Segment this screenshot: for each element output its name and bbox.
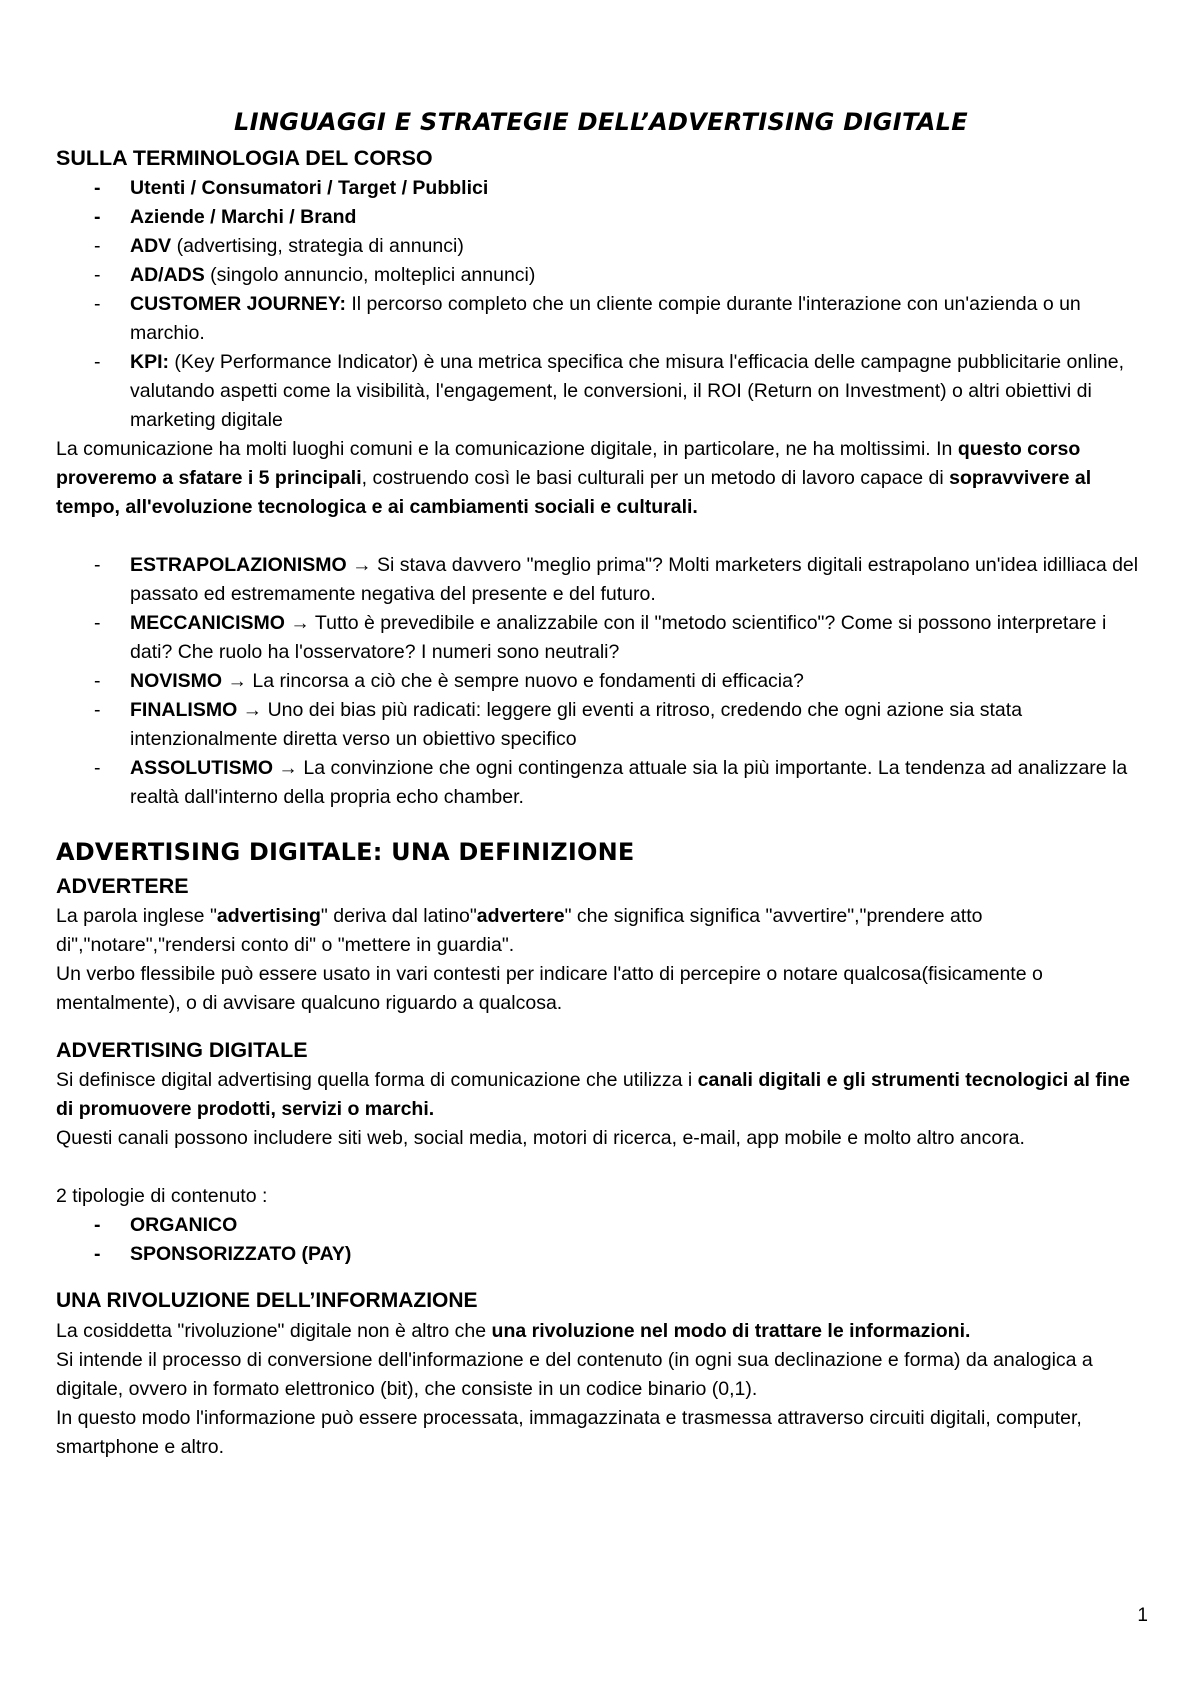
spacer xyxy=(56,522,1146,551)
spacer xyxy=(56,812,1146,834)
terminology-heading: SULLA TERMINOLOGIA DEL CORSO xyxy=(56,146,433,170)
list-item xyxy=(56,696,1146,754)
list-item xyxy=(56,754,1146,812)
bold-run: advertising xyxy=(216,905,321,927)
document-page xyxy=(56,104,1146,1462)
term-label: KPI: xyxy=(130,351,169,373)
myth-description: → La rincorsa a ciò che è sempre nuovo e fondamenti di efficacia? xyxy=(222,670,804,692)
list-item xyxy=(56,1211,1146,1240)
text-run: , costruendo così le basi culturali per un metodo di lavoro capace di xyxy=(361,467,950,489)
term-description: (advertising, strategia di annunci) xyxy=(171,235,464,257)
text-run: La cosiddetta "rivoluzione" digitale non è altro che xyxy=(56,1320,492,1342)
bold-run: una rivoluzione nel modo di trattare le informazioni. xyxy=(491,1320,971,1342)
terminology-list-continued xyxy=(56,232,1146,435)
spacer xyxy=(56,1153,1146,1182)
content-types-intro: 2 tipologie di contenuto : xyxy=(56,1185,268,1207)
digital-advertising-heading: ADVERTISING DIGITALE xyxy=(56,1038,308,1062)
page-number: 1 xyxy=(1137,1605,1148,1626)
myth-description: → Si stava davvero "meglio prima"? Molti marketers digitali estrapolano un'idea idilliaca del passato ed estremamente negativa del presente e del futuro. xyxy=(130,554,1139,605)
myths-list xyxy=(56,551,1146,812)
list-item xyxy=(56,174,1146,203)
bold-run: canali digitali e gli strumenti tecnologici al fine di promuovere prodotti, servizi o marchi. xyxy=(56,1069,1131,1120)
terminology-list xyxy=(56,174,1146,232)
myth-label: ESTRAPOLAZIONISMO xyxy=(130,554,347,576)
myth-label: MECCANICISMO xyxy=(130,612,285,634)
term-label: AD/ADS xyxy=(130,264,205,286)
revolution-paragraph-3: In questo modo l'informazione può essere processata, immagazzinata e trasmessa attraverso circuiti digitali, computer, smartphone e altro. xyxy=(56,1407,1082,1458)
advertere-heading: ADVERTERE xyxy=(56,874,189,898)
text-run: " che significa significa "avvertire","prendere atto di","notare","rendersi conto di" o "mettere in guardia". xyxy=(56,905,983,956)
bold-run: advertere xyxy=(476,905,565,927)
term-label: ADV xyxy=(130,235,172,257)
advertere-paragraph-2: Un verbo flessibile può essere usato in vari contesti per indicare l'atto di percepire o notare qualcosa(fisicamente o mentalmente), o di avvisare qualcuno riguardo a qualcosa. xyxy=(56,963,1043,1014)
bold-run: sopravvivere al tempo, all'evoluzione tecnologica e ai cambiamenti sociali e culturali. xyxy=(56,467,1092,518)
myth-label: NOVISMO xyxy=(130,670,223,692)
advertere-paragraph xyxy=(56,902,1146,960)
revolution-paragraph-2: Si intende il processo di conversione dell'informazione e del contenuto (in ogni sua declinazione e forma) da analogica a digitale, ovvero in formato elettronico (bit), che consiste in un codice binario (0,1). xyxy=(56,1349,1093,1400)
list-item xyxy=(56,348,1146,435)
myth-label: ASSOLUTISMO xyxy=(130,757,274,779)
text-run: La parola inglese " xyxy=(56,905,217,927)
term-label: Aziende / Marchi / Brand xyxy=(130,206,357,228)
content-type-label: SPONSORIZZATO (PAY) xyxy=(130,1243,352,1265)
list-item xyxy=(56,1240,1146,1269)
digital-advertising-paragraph xyxy=(56,1066,1146,1124)
list-item xyxy=(56,203,1146,232)
list-item xyxy=(56,261,1146,290)
myth-label: FINALISMO xyxy=(130,699,238,721)
term-description: Il percorso completo che un cliente compie durante l'interazione con un'azienda o un marchio. xyxy=(130,293,1081,344)
content-types-list xyxy=(56,1211,1146,1269)
list-item xyxy=(56,232,1146,261)
definition-heading: ADVERTISING DIGITALE: UNA DEFINIZIONE xyxy=(56,838,635,866)
myth-description: → Uno dei bias più radicati: leggere gli eventi a ritroso, credendo che ogni azione sia stata intenzionalmente diretta verso un obiettivo specifico xyxy=(130,699,1023,750)
revolution-paragraph xyxy=(56,1317,1146,1346)
text-run: Si definisce digital advertising quella forma di comunicazione che utilizza i xyxy=(56,1069,698,1091)
course-intro-paragraph xyxy=(56,435,1146,522)
term-label: Utenti / Consumatori / Target / Pubblici xyxy=(130,177,489,199)
myth-description: → Tutto è prevedibile e analizzabile con il "metodo scientifico"? Come si possono interpretare i dati? Che ruolo ha l'osservatore? I numeri sono neutrali? xyxy=(130,612,1107,663)
list-item xyxy=(56,667,1146,696)
text-run: La comunicazione ha molti luoghi comuni e la comunicazione digitale, in particolare, ne ha moltissimi. In xyxy=(56,438,958,460)
myth-description: → La convinzione che ogni contingenza attuale sia la più importante. La tendenza ad analizzare la realtà dall'interno della propria echo chamber. xyxy=(130,757,1128,808)
bold-run: questo corso proveremo a sfatare i 5 principali xyxy=(56,438,1081,489)
term-label: CUSTOMER JOURNEY: xyxy=(130,293,346,315)
list-item xyxy=(56,290,1146,348)
list-item xyxy=(56,609,1146,667)
spacer xyxy=(56,1018,1146,1034)
document-title: LINGUAGGI E STRATEGIE DELL’ADVERTISING DIGITALE xyxy=(234,108,968,136)
term-description: (singolo annuncio, molteplici annunci) xyxy=(204,264,536,286)
content-type-label: ORGANICO xyxy=(130,1214,238,1236)
digital-channels-paragraph: Questi canali possono includere siti web, social media, motori di ricerca, e-mail, app mobile e molto altro ancora. xyxy=(56,1127,1025,1149)
revolution-heading: UNA RIVOLUZIONE DELL’INFORMAZIONE xyxy=(56,1289,478,1312)
list-item xyxy=(56,551,1146,609)
spacer xyxy=(56,1269,1146,1285)
text-run: " deriva dal latino" xyxy=(320,905,477,927)
term-description: (Key Performance Indicator) è una metrica specifica che misura l'efficacia delle campagne pubblicitarie online, valutando aspetti come la visibilità, l'engagement, le conversioni, il ROI (Return on Investment) o altri obiettivi di marketing digitale xyxy=(130,351,1125,431)
